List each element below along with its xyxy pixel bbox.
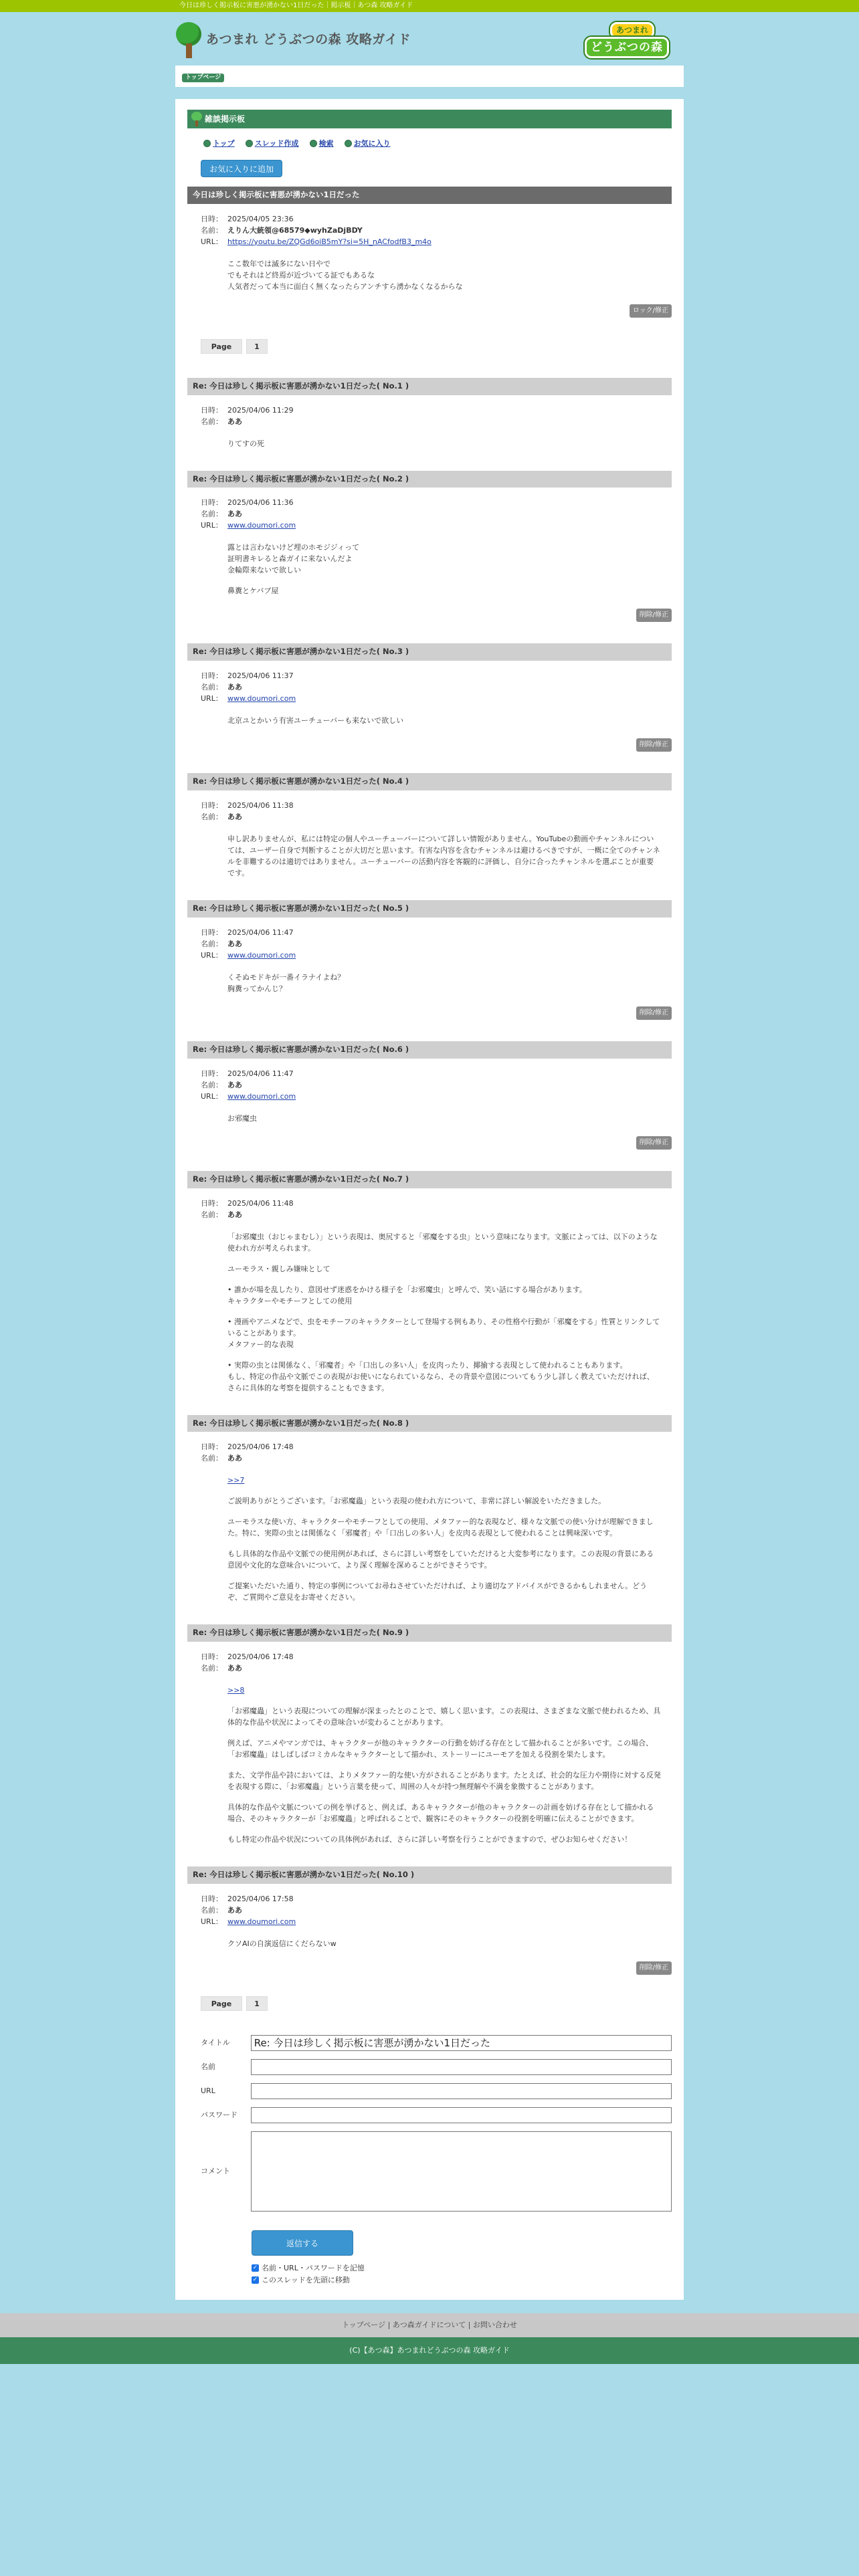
post-line: もし、特定の作品や文脈でこの表現がお使いになられているなら、その背景や意図についてもう少し詳しく教えていただければ、さらに具体的な考察を提供することもできます。 [227, 1372, 654, 1392]
password-field-label: パスワード [201, 2111, 237, 2120]
url-label: URL： [201, 694, 223, 704]
reply-title: Re: 今日は珍しく掲示板に害悪が湧かない1日だった( No.4 ) [187, 773, 672, 790]
post-body [187, 1685, 672, 1845]
quote-ref-link[interactable]: >>7 [227, 1476, 245, 1485]
main-content [175, 99, 684, 2300]
post-url-link[interactable]: www.doumori.com [227, 1091, 296, 1101]
reply-post [187, 773, 672, 879]
post-line: ご提案いただいた通り、特定の事例についてお尋ねさせていただければ、より適切なアドバイスができるかもしれません。どうぞ、ご質問やご意見をお寄せください。 [227, 1582, 648, 1602]
post-line: 申し訳ありませんが、私には特定の個人やユーチューバーについて詳しい情報がありません。YouTubeの動画やチャンネルについては、ユーザー自身で判断することが大切だと思います。有害な内容を含むチャンネルは避けるべきですが、一概に全てのチャンネルを非難するのは適切ではありません。ユーチューバーの活動内容を客観的に評価し、自分に合ったチャンネルを選ぶことが重要です。 [227, 835, 660, 878]
post-meta [187, 1198, 672, 1220]
post-author: ああ [227, 417, 242, 426]
post-meta [187, 1893, 672, 1927]
post-line: 胸糞ってかんじ？ [227, 984, 286, 993]
badge-line-2: どうぶつの森 [585, 37, 669, 58]
name-label: 名前： [201, 510, 223, 519]
post-date: 2025/04/05 23:36 [227, 214, 294, 223]
post-line: 人気者だって本当に面白く無くなったらアンチすら湧かなくなるからな [227, 282, 463, 291]
post-line: キャラクターやモチーフとしての使用 [227, 1296, 353, 1305]
pager-label: Page [201, 1996, 242, 2011]
post-line: 「お邪魔虫（おじゃまむし）」という表現は、奥尻すると「邪魔をする虫」という意味になります。文脈によっては、以下のような使われ方が考えられます。 [227, 1232, 658, 1253]
post-line: お邪魔虫 [227, 1113, 257, 1123]
post-meta [187, 405, 672, 427]
site-header [175, 12, 684, 66]
post-line: 金輪際来ないで欲しい [227, 566, 301, 575]
post-line: メタファー的な表現 [227, 1339, 294, 1349]
nav-search-link[interactable]: 検索 [310, 138, 334, 149]
reply-title: Re: 今日は珍しく掲示板に害悪が湧かない1日だった( No.7 ) [187, 1171, 672, 1188]
reply-title: Re: 今日は珍しく掲示板に害悪が湧かない1日だった( No.8 ) [187, 1415, 672, 1432]
post-line: • 実際の虫とは関係なく、「邪魔者」や「口出しの多い人」を皮肉ったり、揶揄する表現として使われることもあります。 [227, 1360, 628, 1370]
url-label: URL： [201, 1091, 223, 1101]
title-field-label: タイトル [201, 2038, 230, 2048]
post-line: ユーモラスな使い方、キャラクターやモチーフとしての使用、メタファー的な表現など、様々な文脈での使い分けが理解できました。特に、実際の虫とは関係なく「邪魔者」や「口出しの多い人」を皮肉る表現として使われることは興味深いです。 [227, 1517, 654, 1538]
name-label: 名前： [201, 1905, 223, 1915]
date-label: 日時： [201, 1069, 223, 1078]
date-label: 日時： [201, 1894, 223, 1903]
post-date: 2025/04/06 17:48 [227, 1652, 294, 1662]
post-date: 2025/04/06 11:29 [227, 405, 294, 415]
thread-title: 今日は珍しく掲示板に害悪が湧かない1日だった [187, 187, 672, 204]
post-body [187, 542, 672, 597]
url-label: URL： [201, 950, 223, 960]
reply-post [187, 1415, 672, 1604]
reply-title: Re: 今日は珍しく掲示板に害悪が湧かない1日だった( No.10 ) [187, 1866, 672, 1884]
reply-title: Re: 今日は珍しく掲示板に害悪が湧かない1日だった( No.5 ) [187, 900, 672, 918]
reply-title: Re: 今日は珍しく掲示板に害悪が湧かない1日だった( No.2 ) [187, 471, 672, 488]
post-meta [187, 1068, 672, 1102]
post-body [187, 438, 672, 449]
pager-page-1[interactable]: 1 [246, 1996, 268, 2011]
post-line: ご説明ありがとうございます。「お邪魔蟲」という表現の使われ方について、非常に詳しい解説をいただきました。 [227, 1497, 606, 1506]
post-date: 2025/04/06 11:47 [227, 928, 294, 937]
date-label: 日時： [201, 405, 223, 415]
post-meta [187, 1651, 672, 1674]
section-heading [187, 110, 672, 128]
move-top-checkbox[interactable] [252, 2274, 672, 2286]
post-date: 2025/04/06 11:37 [227, 671, 294, 681]
post-meta [187, 497, 672, 531]
post-line: くそぬモドキが一番イラナイよね？ [227, 972, 345, 982]
page-container [175, 12, 684, 2300]
reply-post [187, 1624, 672, 1845]
post-author: ああ [227, 1664, 242, 1673]
post-meta [187, 670, 672, 704]
date-label: 日時： [201, 1442, 223, 1452]
post-line: 露とは言わないけど埋のホモジジィって [227, 543, 360, 552]
edit-delete-button[interactable]: 削除/修正 [636, 1136, 672, 1150]
nav-top-link[interactable]: トップ [203, 138, 235, 149]
reply-post [187, 900, 672, 1020]
post-date: 2025/04/06 17:48 [227, 1442, 294, 1452]
post-date: 2025/04/06 11:47 [227, 1069, 294, 1078]
post-body [187, 972, 672, 994]
comment-field-label: コメント [201, 2167, 230, 2176]
quote-ref-link[interactable]: >>8 [227, 1686, 245, 1695]
site-title: あつまれ どうぶつの森 攻略ガイド [206, 32, 411, 47]
name-input[interactable] [251, 2059, 672, 2075]
reply-form [187, 2035, 672, 2286]
url-label: URL： [201, 237, 223, 246]
section-title: 雑談掲示板 [205, 114, 246, 124]
password-input[interactable] [251, 2107, 672, 2123]
post-author: ああ [227, 1210, 242, 1219]
post-date: 2025/04/06 11:36 [227, 498, 294, 508]
reply-list [187, 378, 672, 1975]
name-label: 名前： [201, 683, 223, 692]
footer-copyright: (C)【あつ森】あつまれどうぶつの森 攻略ガイド [0, 2337, 859, 2364]
edit-delete-button[interactable]: 削除/修正 [636, 738, 672, 752]
breadcrumb [175, 66, 684, 87]
title-input[interactable] [251, 2035, 672, 2051]
reply-title: Re: 今日は珍しく掲示板に害悪が湧かない1日だった( No.6 ) [187, 1041, 672, 1059]
thread-original-post [187, 187, 672, 318]
reply-post [187, 1041, 672, 1150]
edit-delete-button[interactable]: 削除/修正 [636, 1006, 672, 1020]
breadcrumb-top-link[interactable]: トップページ [182, 74, 224, 82]
checkbox-checked-icon[interactable]: ✓ [252, 2276, 258, 2284]
url-input[interactable] [251, 2083, 672, 2099]
reply-post [187, 643, 672, 752]
post-body [187, 258, 672, 292]
date-label: 日時： [201, 801, 223, 811]
post-date: 2025/04/06 11:38 [227, 801, 294, 811]
name-label: 名前： [201, 1454, 223, 1463]
date-label: 日時： [201, 928, 223, 937]
post-url-link[interactable]: www.doumori.com [227, 1917, 296, 1926]
nav-create-thread-link[interactable]: スレッド作成 [246, 138, 299, 149]
post-line: 証明書キレると森ガイに来ないんだよ [227, 554, 353, 564]
date-label: 日時： [201, 671, 223, 681]
submit-reply-button[interactable]: 返信する [252, 2230, 353, 2256]
edit-delete-button[interactable]: 削除/修正 [636, 609, 672, 622]
post-line: • 誰かが場を乱したり、意図せず迷惑をかける様子を「お邪魔虫」と呼んで、笑い話にする場合があります。 [227, 1285, 587, 1294]
post-line: • 漫画やアニメなどで、虫をモチーフのキャラクターとして登場する例もあり、その性格や行動が「邪魔をする」性質とリンクしていることがあります。 [227, 1317, 660, 1337]
reply-post [187, 1866, 672, 1975]
post-author: えりん大統領@68579◆wyhZaDjBDY [227, 225, 363, 235]
post-url-link[interactable]: www.doumori.com [227, 521, 296, 530]
name-label: 名前： [201, 813, 223, 822]
post-line: りてすの死 [227, 439, 264, 448]
post-body [187, 1475, 672, 1603]
post-line: 北京ユとかいう有害ユーチューバーも来ないで欲しい [227, 716, 404, 726]
post-url-link[interactable]: www.doumori.com [227, 950, 296, 960]
pager-label: Page [201, 339, 242, 354]
post-body [187, 1113, 672, 1124]
name-label: 名前： [201, 225, 223, 235]
post-url-link[interactable]: https://youtu.be/ZQGd6oiB5mY?si=5H_nACfodfB3_m4o [227, 237, 432, 246]
post-body [187, 833, 672, 879]
tree-logo-icon [175, 22, 202, 58]
name-label: 名前： [201, 1664, 223, 1673]
post-line: クソAIの自演返信にくだらないw [227, 1939, 337, 1948]
post-author: ああ [227, 1080, 242, 1089]
post-line: 鼻糞とケバブ屋 [227, 586, 279, 596]
reply-post [187, 471, 672, 623]
reply-post [187, 378, 672, 449]
name-label: 名前： [201, 1080, 223, 1089]
date-label: 日時： [201, 1198, 223, 1208]
post-author: ああ [227, 939, 242, 948]
post-line: ユーモラス・親しみ嫌味として [227, 1264, 330, 1273]
game-logo-badge [583, 21, 684, 60]
url-label: URL： [201, 521, 223, 530]
site-logo[interactable] [175, 22, 411, 58]
lock-edit-button[interactable]: ロック/修正 [630, 304, 672, 318]
post-meta [187, 927, 672, 961]
post-line: ここ数年では滅多にない日やで [227, 259, 330, 268]
reply-title: Re: 今日は珍しく掲示板に害悪が湧かない1日だった( No.9 ) [187, 1624, 672, 1642]
date-label: 日時： [201, 498, 223, 508]
post-line: もし特定の作品や状況についての具体例があれば、さらに詳しい考察を行うことができますので、ぜひお知らせください！ [227, 1835, 632, 1844]
reply-post [187, 1171, 672, 1394]
post-body [187, 1938, 672, 1949]
post-date: 2025/04/06 17:58 [227, 1894, 294, 1903]
post-line: 「お邪魔蟲」という表現についての理解が深まったとのことで、嬉しく思います。この表現は、さまざまな文脈で使われるため、具体的な作品や状況によってその意味合いが変わることがあります。 [227, 1707, 661, 1727]
post-line: 例えば、アニメやマンガでは、キャラクターが他のキャラクターの行動を妨げる存在として描かれることが多いです。この場合、「お邪魔蟲」はしばしばコミカルなキャラクターとして描かれ、ストーリーにユーモアを加える役割を果たします。 [227, 1739, 654, 1759]
post-meta [187, 213, 672, 247]
remember-label: 名前・URL・パスワードを記憶 [262, 2263, 365, 2272]
reply-title: Re: 今日は珍しく掲示板に害悪が湧かない1日だった( No.3 ) [187, 643, 672, 661]
post-body [187, 1231, 672, 1394]
comment-textarea[interactable] [251, 2131, 672, 2212]
tree-icon [191, 112, 202, 126]
post-author: ああ [227, 510, 242, 519]
name-field-label: 名前 [201, 2062, 215, 2072]
add-favorite-button[interactable]: お気に入りに追加 [201, 160, 282, 177]
name-label: 名前： [201, 417, 223, 426]
post-line: また、文学作品や詩においては、よりメタファー的な使い方がされることがあります。たとえば、社会的な圧力や期待に対する反発を表現する際に、「お邪魔蟲」という言葉を使って、周囲の人々が持つ無理解や不満を象徴することがあります。 [227, 1771, 661, 1792]
top-banner: 今日は珍しく掲示板に害悪が湧かない1日だった｜掲示板｜あつ森 攻略ガイド [0, 0, 859, 12]
post-author: ああ [227, 813, 242, 822]
name-label: 名前： [201, 939, 223, 948]
post-line: 具体的な作品や文脈についての例を挙げると、例えば、あるキャラクターが他のキャラクターの計画を妨げる存在として描かれる場合、そのキャラクターが「お邪魔蟲」と呼ばれることで、観客にそのキャラクターの役割を明確に伝えることができます。 [227, 1803, 654, 1824]
url-field-label: URL [201, 2086, 215, 2096]
pager-page-1[interactable]: 1 [246, 339, 268, 354]
name-label: 名前： [201, 1210, 223, 1219]
footer-links[interactable]: トップページ | あつ森ガイドについて | お問い合わせ [0, 2313, 859, 2337]
post-author: ああ [227, 1454, 242, 1463]
url-label: URL： [201, 1917, 223, 1926]
post-date: 2025/04/06 11:48 [227, 1198, 294, 1208]
post-line: でもそれはど終焉が近づいてる証でもあるな [227, 270, 375, 280]
date-label: 日時： [201, 214, 223, 223]
nav-favorites-link[interactable]: お気に入り [345, 138, 391, 149]
date-label: 日時： [201, 1652, 223, 1662]
move-top-label: このスレッドを先頭に移動 [262, 2275, 350, 2284]
post-author: ああ [227, 683, 242, 692]
post-body [187, 715, 672, 726]
edit-delete-button[interactable]: 削除/修正 [636, 1961, 672, 1975]
post-meta [187, 800, 672, 823]
post-author: ああ [227, 1905, 242, 1915]
checkbox-checked-icon[interactable]: ✓ [252, 2264, 258, 2272]
badge-line-1: あつまれ [610, 22, 654, 39]
post-meta [187, 1441, 672, 1464]
pager-bottom [201, 1996, 672, 2011]
pager-top [201, 339, 672, 354]
post-line: もし具体的な作品や文脈での使用例があれば、さらに詳しい考察をしていただけると大変参考になります。この表現の背景にある意図や文化的な意味合いについて、より深く理解を深めることができそうです。 [227, 1549, 654, 1570]
reply-title: Re: 今日は珍しく掲示板に害悪が湧かない1日だった( No.1 ) [187, 378, 672, 395]
remember-checkbox[interactable] [252, 2262, 672, 2274]
board-nav [187, 138, 672, 149]
post-url-link[interactable]: www.doumori.com [227, 694, 296, 704]
